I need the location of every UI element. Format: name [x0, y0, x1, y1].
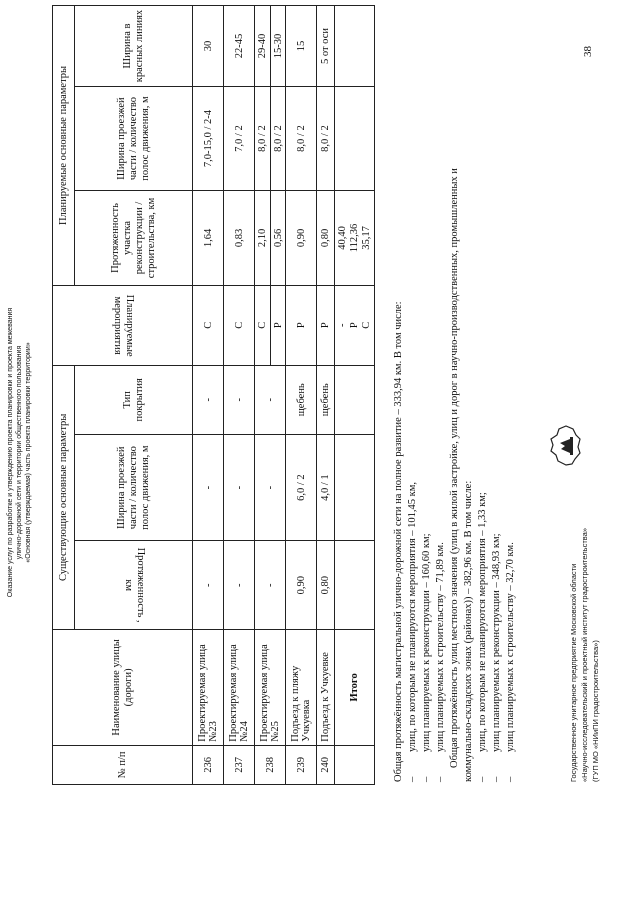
- table-row: [317, 6, 335, 785]
- cell-length-existing: 0,80: [317, 541, 335, 630]
- cell-surface: щебень: [317, 365, 335, 434]
- total-empty: [335, 541, 375, 630]
- total-empty: [335, 434, 375, 540]
- total-measure-none: -: [336, 323, 348, 327]
- total-empty: [335, 6, 375, 87]
- cell-length-existing: -: [255, 541, 286, 630]
- cell-measure: С: [193, 285, 224, 365]
- total-measure-reconstruction: Р: [348, 322, 360, 329]
- cell-width-planned: 8,0 / 2: [286, 87, 317, 191]
- table-row: [193, 6, 224, 785]
- note-local-total-cont: коммунально-складских зонах (районах)) – 382,96 км. В том числе:: [463, 480, 474, 782]
- cell-measure: Р: [317, 285, 335, 365]
- cell-name: Проектируемая улица №23: [193, 630, 224, 746]
- note-magistral-no-measures: –улиц, по которым не планируются мероприятия – 101,45 км,: [407, 481, 418, 782]
- cell-width-existing: 4,0 / 1: [317, 434, 335, 540]
- cell-red-lines: 15: [286, 6, 317, 87]
- cell-num: 240: [317, 745, 335, 784]
- total-length-none: 40,40: [336, 226, 348, 250]
- cell-length-existing: -: [193, 541, 224, 630]
- cell-length-existing: -: [224, 541, 255, 630]
- cell-red-lines: 22-45: [224, 6, 255, 87]
- organization-footer: [568, 528, 601, 782]
- cell-width-planned: 7,0-15,0 / 2-4: [193, 87, 224, 191]
- header-length-existing: Протяженность , км: [75, 541, 193, 630]
- cell-length-planned: 0,80: [317, 191, 335, 286]
- header-line-1: Оказание услуг по разработке и утверждению проекта планировки и проекта межевания: [7, 307, 14, 598]
- total-measures: [335, 285, 375, 365]
- cell-red-lines: 15-30: [271, 6, 286, 87]
- cell-surface: -: [224, 365, 255, 434]
- cell-length-planned: 0,56: [271, 191, 286, 286]
- cell-length-planned: 0,83: [224, 191, 255, 286]
- cell-width-planned: 8,0 / 2: [255, 87, 271, 191]
- cell-width-planned: 8,0 / 2: [271, 87, 286, 191]
- cell-width-existing: -: [193, 434, 224, 540]
- page-number: 38: [582, 46, 594, 57]
- cell-surface: -: [193, 365, 224, 434]
- note-magistral-reconstruction: –улиц планируемых к реконструкции – 160,60 км;: [421, 533, 432, 782]
- moscow-region-logo-icon: [548, 423, 582, 469]
- total-label: Итого: [335, 630, 375, 746]
- header-existing-group: Существующие основные параметры: [53, 365, 75, 630]
- cell-length-planned: 0,90: [286, 191, 317, 286]
- table-total-row: [335, 6, 375, 785]
- cell-length-planned: 2,10: [255, 191, 271, 286]
- cell-red-lines: 5 от оси: [317, 6, 335, 87]
- cell-surface: -: [255, 365, 286, 434]
- cell-measure: С: [224, 285, 255, 365]
- streets-table: [52, 5, 375, 785]
- header-width-planned: Ширина проезжей части / количество полос движения, м: [75, 87, 193, 191]
- footer-line-3: (ГУП МО «НИиПИ градостроительства»): [591, 640, 600, 782]
- header-red-lines: Ширина в красных линиях: [75, 6, 193, 87]
- header-num: № п/п: [53, 745, 193, 784]
- total-length-construction: 35,17: [360, 226, 372, 250]
- total-empty-num: [335, 745, 375, 784]
- cell-name: Проектируемая улица №25: [255, 630, 286, 746]
- cell-num: 239: [286, 745, 317, 784]
- cell-width-planned: 8,0 / 2: [317, 87, 335, 191]
- cell-name: Подъезд к пляжу Учкуевка: [286, 630, 317, 746]
- total-measure-construction: С: [360, 321, 372, 329]
- cell-num: 236: [193, 745, 224, 784]
- cell-red-lines: 30: [193, 6, 224, 87]
- summary-notes: [392, 2, 518, 782]
- total-empty: [335, 365, 375, 434]
- note-local-no-measures: –улиц, по которым не планируются мероприятия – 1,33 км;: [477, 492, 488, 782]
- note-magistral-total: Общая протяжённость магистральной улично-дорожной сети на полное развитие – 333,94 км. В том числе:: [393, 301, 404, 782]
- note-magistral-construction: –улиц планируемых к строительству – 71,89 км.: [435, 542, 446, 782]
- header-width-existing: Ширина проезжей части / количество полос движения, м: [75, 434, 193, 540]
- table-row: [224, 6, 255, 785]
- cell-red-lines: 29-40: [255, 6, 271, 87]
- header-planned-group: Планируемые основные параметры: [53, 6, 75, 286]
- cell-width-existing: 6,0 / 2: [286, 434, 317, 540]
- table-row: [286, 6, 317, 785]
- cell-length-planned: 1,64: [193, 191, 224, 286]
- cell-num: 238: [255, 745, 286, 784]
- cell-name: Проектируемая улица №24: [224, 630, 255, 746]
- cell-width-existing: -: [224, 434, 255, 540]
- header-line-2: улично-дорожной сети и территории общественного пользования: [16, 345, 23, 560]
- total-length-reconstruction: 112,36: [348, 223, 360, 253]
- cell-length-existing: 0,90: [286, 541, 317, 630]
- table-row: [255, 6, 271, 785]
- note-local-reconstruction: –улиц планируемых к реконструкции – 348,93 км;: [491, 533, 502, 782]
- cell-width-planned: 7,0 / 2: [224, 87, 255, 191]
- footer-line-2: «Научно-исследовательский и проектный институт градостроительства»: [580, 528, 589, 782]
- cell-surface: щебень: [286, 365, 317, 434]
- header-surface: Тип покрытия: [75, 365, 193, 434]
- total-empty: [335, 87, 375, 191]
- note-local-total: Общая протяжённость улиц местного значения (улиц в жилой застройке, улиц и дорог в научно-производственных, промышленных и: [449, 168, 460, 768]
- note-local-construction: –улиц планируемых к строительству – 32,70 км.: [505, 542, 516, 782]
- cell-measure: Р: [286, 285, 317, 365]
- cell-measure: Р: [271, 285, 286, 365]
- total-lengths: [335, 191, 375, 286]
- cell-measure: С: [255, 285, 271, 365]
- footer-line-1: Государственное унитарное предприятие Московской области: [569, 563, 578, 782]
- cell-num: 237: [224, 745, 255, 784]
- cell-name: Подъезд к Учкуевке: [317, 630, 335, 746]
- cell-width-existing: -: [255, 434, 286, 540]
- header-length-planned: Протяженность участка реконструкции / строительства, км: [75, 191, 193, 286]
- header-measures: Планируемые мероприятия: [53, 285, 193, 365]
- header-name: Наименование улицы (дороги): [53, 630, 193, 746]
- header-line-3: «Основная (утверждаемая) часть проекта планировки территории»: [25, 342, 32, 563]
